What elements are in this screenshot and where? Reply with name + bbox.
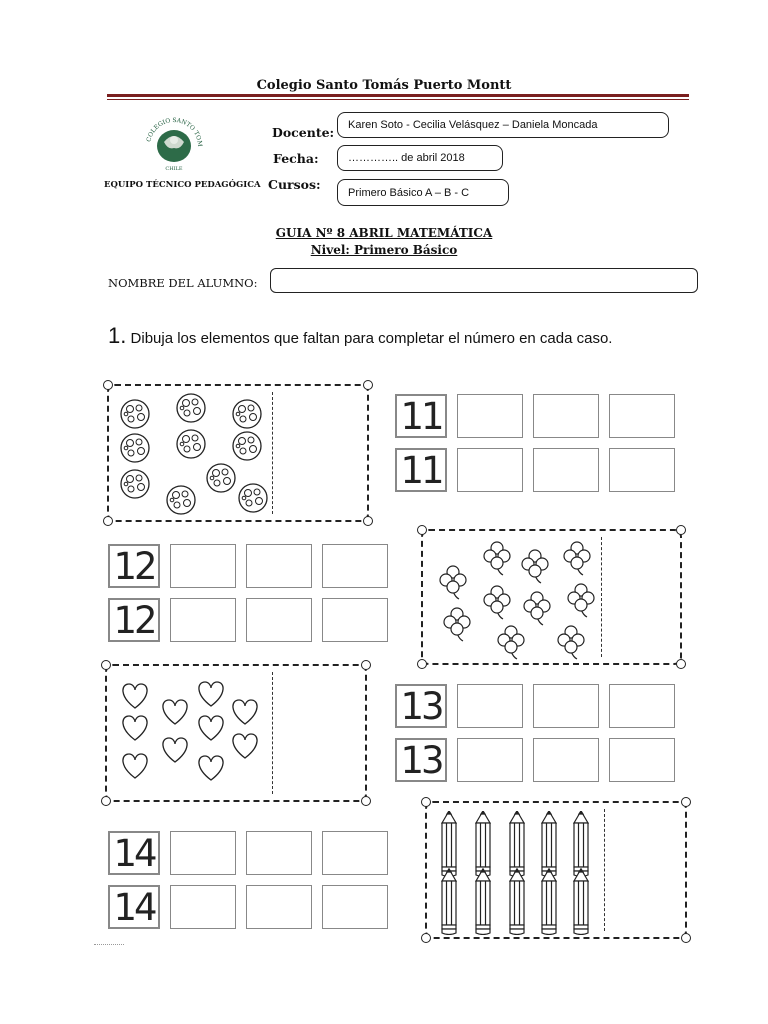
heart-icon xyxy=(233,700,257,724)
heart-icon xyxy=(199,682,223,706)
cursos-label: Cursos: xyxy=(268,177,321,192)
student-name-field[interactable] xyxy=(270,268,698,293)
ladybug-icon xyxy=(121,434,149,462)
number-rows-14 xyxy=(108,831,388,929)
docente-field[interactable]: Karen Soto - Cecilia Velásquez – Daniela Moncada xyxy=(337,112,669,138)
guide-title: GUIA Nº 8 ABRIL MATEMÁTICA xyxy=(275,226,493,240)
answer-box[interactable] xyxy=(246,831,312,875)
answer-box[interactable] xyxy=(246,598,312,642)
ladybug-icon xyxy=(177,394,205,422)
number-box: 14 xyxy=(108,885,160,929)
pencil-icon xyxy=(574,811,588,877)
pencil-icon xyxy=(574,869,588,935)
clover-icon xyxy=(558,626,584,659)
clover-icon xyxy=(484,542,510,575)
ladybug-icon xyxy=(239,484,267,512)
number-box: 14 xyxy=(108,831,160,875)
answer-box[interactable] xyxy=(246,885,312,929)
heart-icon xyxy=(233,734,257,758)
answer-box[interactable] xyxy=(457,738,523,782)
heart-icon xyxy=(199,756,223,780)
heart-icon xyxy=(123,754,147,778)
clover-group xyxy=(427,535,603,661)
pencil-icon xyxy=(442,869,456,935)
instruction xyxy=(108,323,668,349)
answer-box[interactable] xyxy=(457,394,523,438)
cursos-field[interactable]: Primero Básico A – B - C xyxy=(337,179,509,206)
picture-card-pencils xyxy=(425,801,687,939)
clover-icon xyxy=(440,566,466,599)
pencil-icon xyxy=(510,811,524,877)
heart-icon xyxy=(123,684,147,708)
number-box: 11 xyxy=(395,394,447,438)
fecha-label: Fecha: xyxy=(273,151,319,166)
instruction-text: Dibuja los elementos que faltan para completar el número en cada caso. xyxy=(130,330,613,347)
answer-box[interactable] xyxy=(322,885,388,929)
heart-icon xyxy=(163,700,187,724)
school-name: Colegio Santo Tomás Puerto Montt xyxy=(256,78,512,93)
svg-text:COLEGIO SANTO TOMÁS: COLEGIO SANTO TOM xyxy=(145,116,204,147)
answer-box[interactable] xyxy=(170,831,236,875)
number-rows-11 xyxy=(395,394,675,492)
number-rows-13 xyxy=(395,684,675,782)
picture-card-clovers xyxy=(421,529,682,665)
pencil-icon xyxy=(476,869,490,935)
ladybug-icon xyxy=(121,400,149,428)
answer-box[interactable] xyxy=(322,831,388,875)
number-box: 13 xyxy=(395,684,447,728)
answer-box[interactable] xyxy=(457,448,523,492)
clover-icon xyxy=(444,608,470,641)
clover-icon xyxy=(498,626,524,659)
pencil-icon xyxy=(510,869,524,935)
number-box: 13 xyxy=(395,738,447,782)
ladybug-icon xyxy=(121,470,149,498)
fecha-field[interactable]: ………….. de abril 2018 xyxy=(337,145,503,171)
pencil-icon xyxy=(442,811,456,877)
team-label: EQUIPO TÉCNICO PEDAGÓGICA xyxy=(104,180,261,190)
answer-box[interactable] xyxy=(533,394,599,438)
answer-box[interactable] xyxy=(170,885,236,929)
ladybug-icon xyxy=(177,430,205,458)
clover-icon xyxy=(568,584,594,617)
clover-icon xyxy=(522,550,548,583)
scan-mark xyxy=(94,944,124,948)
answer-box[interactable] xyxy=(609,394,675,438)
heart-icon xyxy=(163,738,187,762)
number-box: 11 xyxy=(395,448,447,492)
ladybug-group xyxy=(113,392,273,516)
header-rule-thin xyxy=(107,99,689,100)
ladybug-icon xyxy=(233,432,261,460)
number-box: 12 xyxy=(108,544,160,588)
answer-box[interactable] xyxy=(457,684,523,728)
answer-box[interactable] xyxy=(322,544,388,588)
pencil-icon xyxy=(542,811,556,877)
picture-card-ladybugs xyxy=(107,384,369,522)
answer-box[interactable] xyxy=(246,544,312,588)
clover-icon xyxy=(484,586,510,619)
school-logo xyxy=(138,112,210,174)
answer-box[interactable] xyxy=(170,598,236,642)
instruction-number: 1. xyxy=(108,323,127,348)
ladybug-icon xyxy=(207,464,235,492)
clover-icon xyxy=(524,592,550,625)
pencil-group xyxy=(437,811,597,935)
student-name-label: NOMBRE DEL ALUMNO: xyxy=(108,276,258,290)
clover-icon xyxy=(564,542,590,575)
picture-card-hearts xyxy=(105,664,367,802)
header-rule xyxy=(107,94,689,97)
svg-text:CHILE: CHILE xyxy=(165,166,183,172)
pencil-icon xyxy=(542,869,556,935)
ladybug-icon xyxy=(233,400,261,428)
pencil-icon xyxy=(476,811,490,877)
answer-box[interactable] xyxy=(609,448,675,492)
heart-icon xyxy=(123,716,147,740)
answer-box[interactable] xyxy=(533,448,599,492)
guide-level: Nivel: Primero Básico xyxy=(310,243,458,257)
ladybug-icon xyxy=(167,486,195,514)
docente-label: Docente: xyxy=(272,125,335,140)
number-box: 12 xyxy=(108,598,160,642)
heart-icon xyxy=(199,716,223,740)
answer-box[interactable] xyxy=(609,684,675,728)
number-rows-12 xyxy=(108,544,388,642)
answer-box[interactable] xyxy=(170,544,236,588)
answer-box[interactable] xyxy=(322,598,388,642)
answer-box[interactable] xyxy=(609,738,675,782)
answer-box[interactable] xyxy=(533,738,599,782)
heart-group xyxy=(111,674,271,794)
answer-box[interactable] xyxy=(533,684,599,728)
